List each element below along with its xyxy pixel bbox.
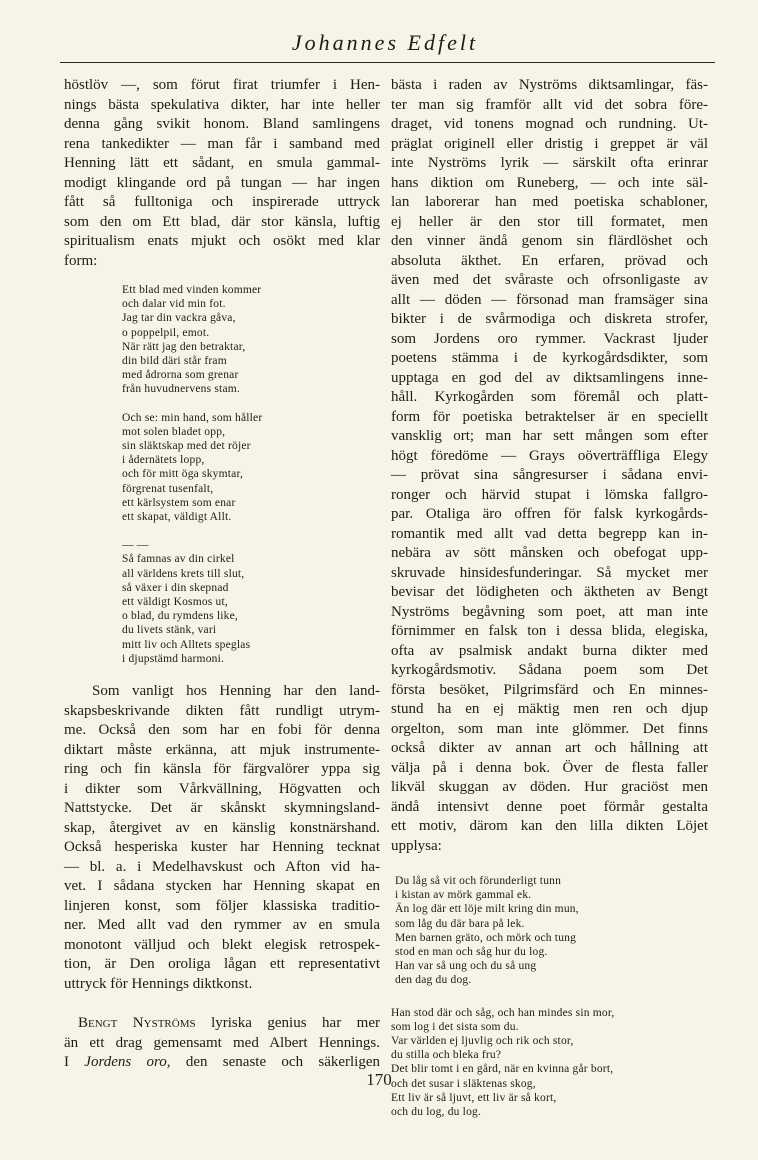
poem-lojet-stanza-1: [395, 874, 708, 988]
text-line: ej heller är den stor till formatet, men: [391, 213, 708, 230]
text-line: håll. Kyrkogården som föremål och platt-: [391, 389, 708, 405]
text-line: allt — döden — försonad man framsäger sina: [391, 291, 708, 308]
poem-line: När rätt jag den betraktar,: [122, 340, 246, 353]
para3-pre: I: [64, 1054, 85, 1071]
poem-line: i djupstämd harmoni.: [122, 652, 225, 665]
text-line: me. Också den som har en fobi för denna: [64, 722, 380, 739]
poem-line: Du låg så vit och förunderligt tunn: [395, 875, 562, 887]
text-line: vet. I sådana stycken har Henning skapat en: [64, 878, 380, 895]
text-line: Också hesperiska kuster har Henning tecknat: [64, 839, 380, 856]
left-paragraph-3: [64, 1014, 380, 1073]
text-line: bikter i de svårmodiga och diskreta strofer,: [391, 311, 708, 327]
text-line: absoluta äkthet. En erfaren, prövad och: [391, 252, 708, 269]
text-line: rena tankedikter — man får i samband med: [64, 135, 380, 152]
text-line: första besöket, Pilgrimsfärd och En minnes-: [391, 681, 708, 698]
poem-line: mot solen bladet opp,: [122, 425, 226, 438]
poem-dash: — —: [122, 539, 149, 552]
poem-ett-blad-stanza-2: [122, 411, 380, 525]
text-line: par. Otaliga äro offren för falsk kyrkogårds-: [391, 506, 708, 522]
text-line: upptaga en god del av diktsamlingens inne-: [391, 369, 708, 386]
text-line: Henning lätt ett sådant, en smula gammal-: [64, 155, 380, 171]
poem-line: så växer i din skepnad: [122, 581, 229, 594]
poem-lojet-stanza-2: [391, 1006, 708, 1120]
text-line: nebära av sött månsken och obefogat upp-: [391, 545, 708, 561]
poem-line: din bild däri står fram: [122, 355, 227, 368]
text-line: ner. Med allt vad den rymmer av en smula: [64, 917, 380, 934]
poem-line: i kistan av mörk gammal ek.: [395, 889, 532, 902]
poem-line: förgrenat tusenfalt,: [122, 482, 214, 495]
poem-line: från huvudnervens stam.: [122, 383, 240, 396]
poem-ett-blad-stanza-3: [122, 552, 380, 666]
poem-line: Så famnas av din cirkel: [122, 553, 235, 566]
poem-line: du stilla och bleka fru?: [391, 1049, 502, 1062]
book-title-italic: Jordens oro,: [84, 1054, 171, 1071]
text-line: linjeren konst, som följer klassiska traditio-: [64, 897, 380, 914]
poem-line: ett kärlsystem som enar: [122, 496, 236, 509]
poem-section-dash: [122, 538, 380, 552]
text-line: hans diktion om Runeberg, — och inte säl-: [391, 174, 708, 191]
text-line: som Jordens oro rymmer. Vackrast ljuder: [391, 330, 708, 347]
text-line: stund ha en ej mäktig men ren och djup: [391, 701, 708, 717]
left-paragraph-1: [64, 76, 380, 271]
text-line: Nattstycke. Det är skånskt skymningsland-: [64, 800, 380, 817]
poem-line: Ett liv är så ljuvt, ett liv är så kort,: [391, 1091, 557, 1104]
para3-line-1-rest: lyriska genius har mer: [195, 1015, 380, 1032]
text-line: också dikter av annan art och hållning att: [391, 740, 708, 756]
left-paragraph-2: [64, 682, 380, 994]
poem-line: du livets stänk, vari: [122, 624, 217, 637]
poem-line: som låg du där bara på lek.: [395, 917, 525, 930]
text-line: skruvade hinsidesfunderingar. Så mycket mer: [391, 564, 708, 581]
poem-line: Det blir tomt i en gård, när en kvinna går bort,: [391, 1063, 614, 1076]
text-line: ett motiv, därom kan den lilla dikten Löjet: [391, 818, 708, 834]
poem-line: Och se: min hand, som håller: [122, 411, 263, 424]
poem-line: i ådernätets lopp,: [122, 454, 205, 467]
text-line: höstlöv —, som förut firat triumfer i Hen-: [64, 77, 380, 93]
right-paragraph-1: [391, 76, 708, 856]
poem-line: Ett blad med vinden kommer: [122, 284, 262, 296]
text-line: upplysa:: [391, 837, 442, 854]
text-line: vansklig ort; man har sett mången som efter: [391, 428, 708, 444]
text-line: Som vanligt hos Henning har den land-: [92, 683, 380, 700]
text-line: ofta av psalmisk andakt burna dikter med: [391, 642, 708, 659]
text-line: kyrkogårdsmotiv. Sådana poem som Det: [391, 662, 708, 678]
text-line: skap, återgivet av en känslig konstnärshand.: [64, 819, 380, 836]
text-line: diktart måste erkänna, att mjuk instrumente-: [64, 741, 380, 758]
text-line: Nyströms begåvning som poet, att man inte: [391, 603, 708, 620]
poem-line: Han var så ung och du så ung: [395, 960, 537, 973]
page-number: 170: [366, 1070, 392, 1089]
text-line: bevisar det lödigheten och äktheten av Bengt: [391, 584, 708, 600]
poem-line: som log i det sista som du.: [391, 1020, 519, 1033]
poem-line: sin släktskap med det röjer: [122, 440, 251, 453]
poem-line: Jag tar din vackra gåva,: [122, 312, 236, 325]
text-line: ronger och härvid stupat i lömska fallgro-: [391, 486, 708, 503]
poem-line: o poppelpil, emot.: [122, 326, 210, 339]
text-line: — bl. a. i Medelhavskust och Afton vid ha-: [64, 858, 380, 875]
text-line: form för poetiska betraktelser är en speciellt: [391, 408, 708, 425]
text-line: romantik med allt vad detta begrepp kan in-: [391, 525, 708, 542]
para3-line-1: [64, 1014, 380, 1034]
poem-line: mitt liv och Alltets speglas: [122, 638, 251, 651]
poem-line: o blad, du rymdens like,: [122, 610, 238, 623]
poem-ett-blad-stanza-1: [122, 283, 380, 397]
text-line: poetens stämma i de kyrkogårdsdikter, som: [391, 350, 708, 366]
text-line: även med det svåraste och ofrsonligaste av: [391, 272, 708, 288]
text-line: denna gång svikit honom. Bland samlingens: [64, 116, 380, 132]
text-line: orgelton, som man inte glömmer. Det finns: [391, 720, 708, 737]
text-line: tion, är Den oroliga lågan ett representativt: [64, 956, 380, 973]
poem-line: Var världen ej ljuvlig och rik och stor,: [391, 1035, 574, 1048]
text-line: modigt klingande ord på tungan — har ingen: [64, 174, 380, 191]
text-line: likväl skuggan av döden. Hur graciöst men: [391, 779, 708, 795]
poem-line: ett skapat, väldigt Allt.: [122, 511, 232, 524]
running-header: Johannes Edfelt: [291, 30, 479, 55]
poem-line: och du log, du log.: [391, 1106, 482, 1119]
text-line: i dikter som Vårkvällning, Högvatten och: [64, 780, 380, 797]
para3-post: den senaste och säkerligen: [170, 1054, 381, 1071]
right-column: [391, 76, 708, 1119]
poem-line: och det susar i släktenas skog,: [391, 1077, 536, 1090]
text-line: högt föredöme — Grays oöverträffliga Elegy: [391, 447, 708, 464]
text-line: monotont välljud och blekt elegisk retrospek-: [64, 936, 380, 953]
text-line: ter man sig framför allt vid det sobra före-: [391, 96, 708, 113]
text-line: skapsbeskrivande dikten fått rundligt utrym-: [64, 702, 380, 719]
text-line: — prövat sina sångresurser i sådana envi-: [391, 467, 708, 483]
poem-line: den dag du dog.: [395, 974, 472, 987]
poem-line: och för mitt öga skymtar,: [122, 468, 244, 481]
poem-line: stod en man och såg hur du log.: [395, 946, 548, 959]
text-line: präglat originell eller dristig i greppet är väl: [391, 135, 708, 152]
text-line: som den om Ett blad, där stor känsla, luftig: [64, 213, 380, 230]
poem-line: med ådrorna som grenar: [122, 369, 239, 382]
text-line: nings bästa spekulativa dikter, har inte heller: [64, 96, 380, 113]
para3-line-2: än ett drag gemensamt med Albert Hennings.: [64, 1034, 380, 1051]
left-column: [64, 76, 380, 1073]
text-line: bästa i raden av Nyströms diktsamlingar, fäs-: [391, 77, 708, 93]
poem-line: och dalar vid min fot.: [122, 298, 226, 311]
text-line: välja på i denna bok. Över de flesta faller: [391, 759, 708, 776]
author-name-smallcaps: Bengt Nyströms: [78, 1015, 196, 1032]
poem-line: Han stod där och såg, och han mindes sin mor,: [391, 1006, 615, 1019]
text-line: lan laborerar han med poetiska schabloner,: [391, 194, 708, 210]
text-line: den vinner ändå genom sin flärdlöshet och: [391, 233, 708, 249]
header-rule: [60, 62, 715, 63]
text-line: draget, vid tonens mognad och rundning. Ut-: [391, 116, 708, 132]
text-line: ändå intensivt denne poet förmår gestalta: [391, 798, 708, 815]
text-line: spiritualism enats mjukt och osökt med klar: [64, 233, 380, 249]
poem-line: all världens krets till slut,: [122, 567, 245, 580]
text-line: uttryck för Hennings diktkonst.: [64, 975, 253, 992]
text-line: form:: [64, 252, 98, 269]
text-line: fått så fulltoniga och inspirerade uttryck: [64, 194, 380, 210]
text-line: inte Nyströms lyrik — särskilt ofta erinrar: [391, 155, 708, 171]
poem-line: Än log där ett löje milt kring din mun,: [395, 903, 579, 916]
text-line: förnimmer en falsk ton i dessa blida, elegiska,: [391, 623, 708, 639]
poem-line: Men barnen gräto, och mörk och tung: [395, 931, 577, 944]
text-line: ring och fin känsla för färgvalörer yppa sig: [64, 761, 380, 778]
poem-line: ett väldigt Kosmos ut,: [122, 596, 228, 609]
